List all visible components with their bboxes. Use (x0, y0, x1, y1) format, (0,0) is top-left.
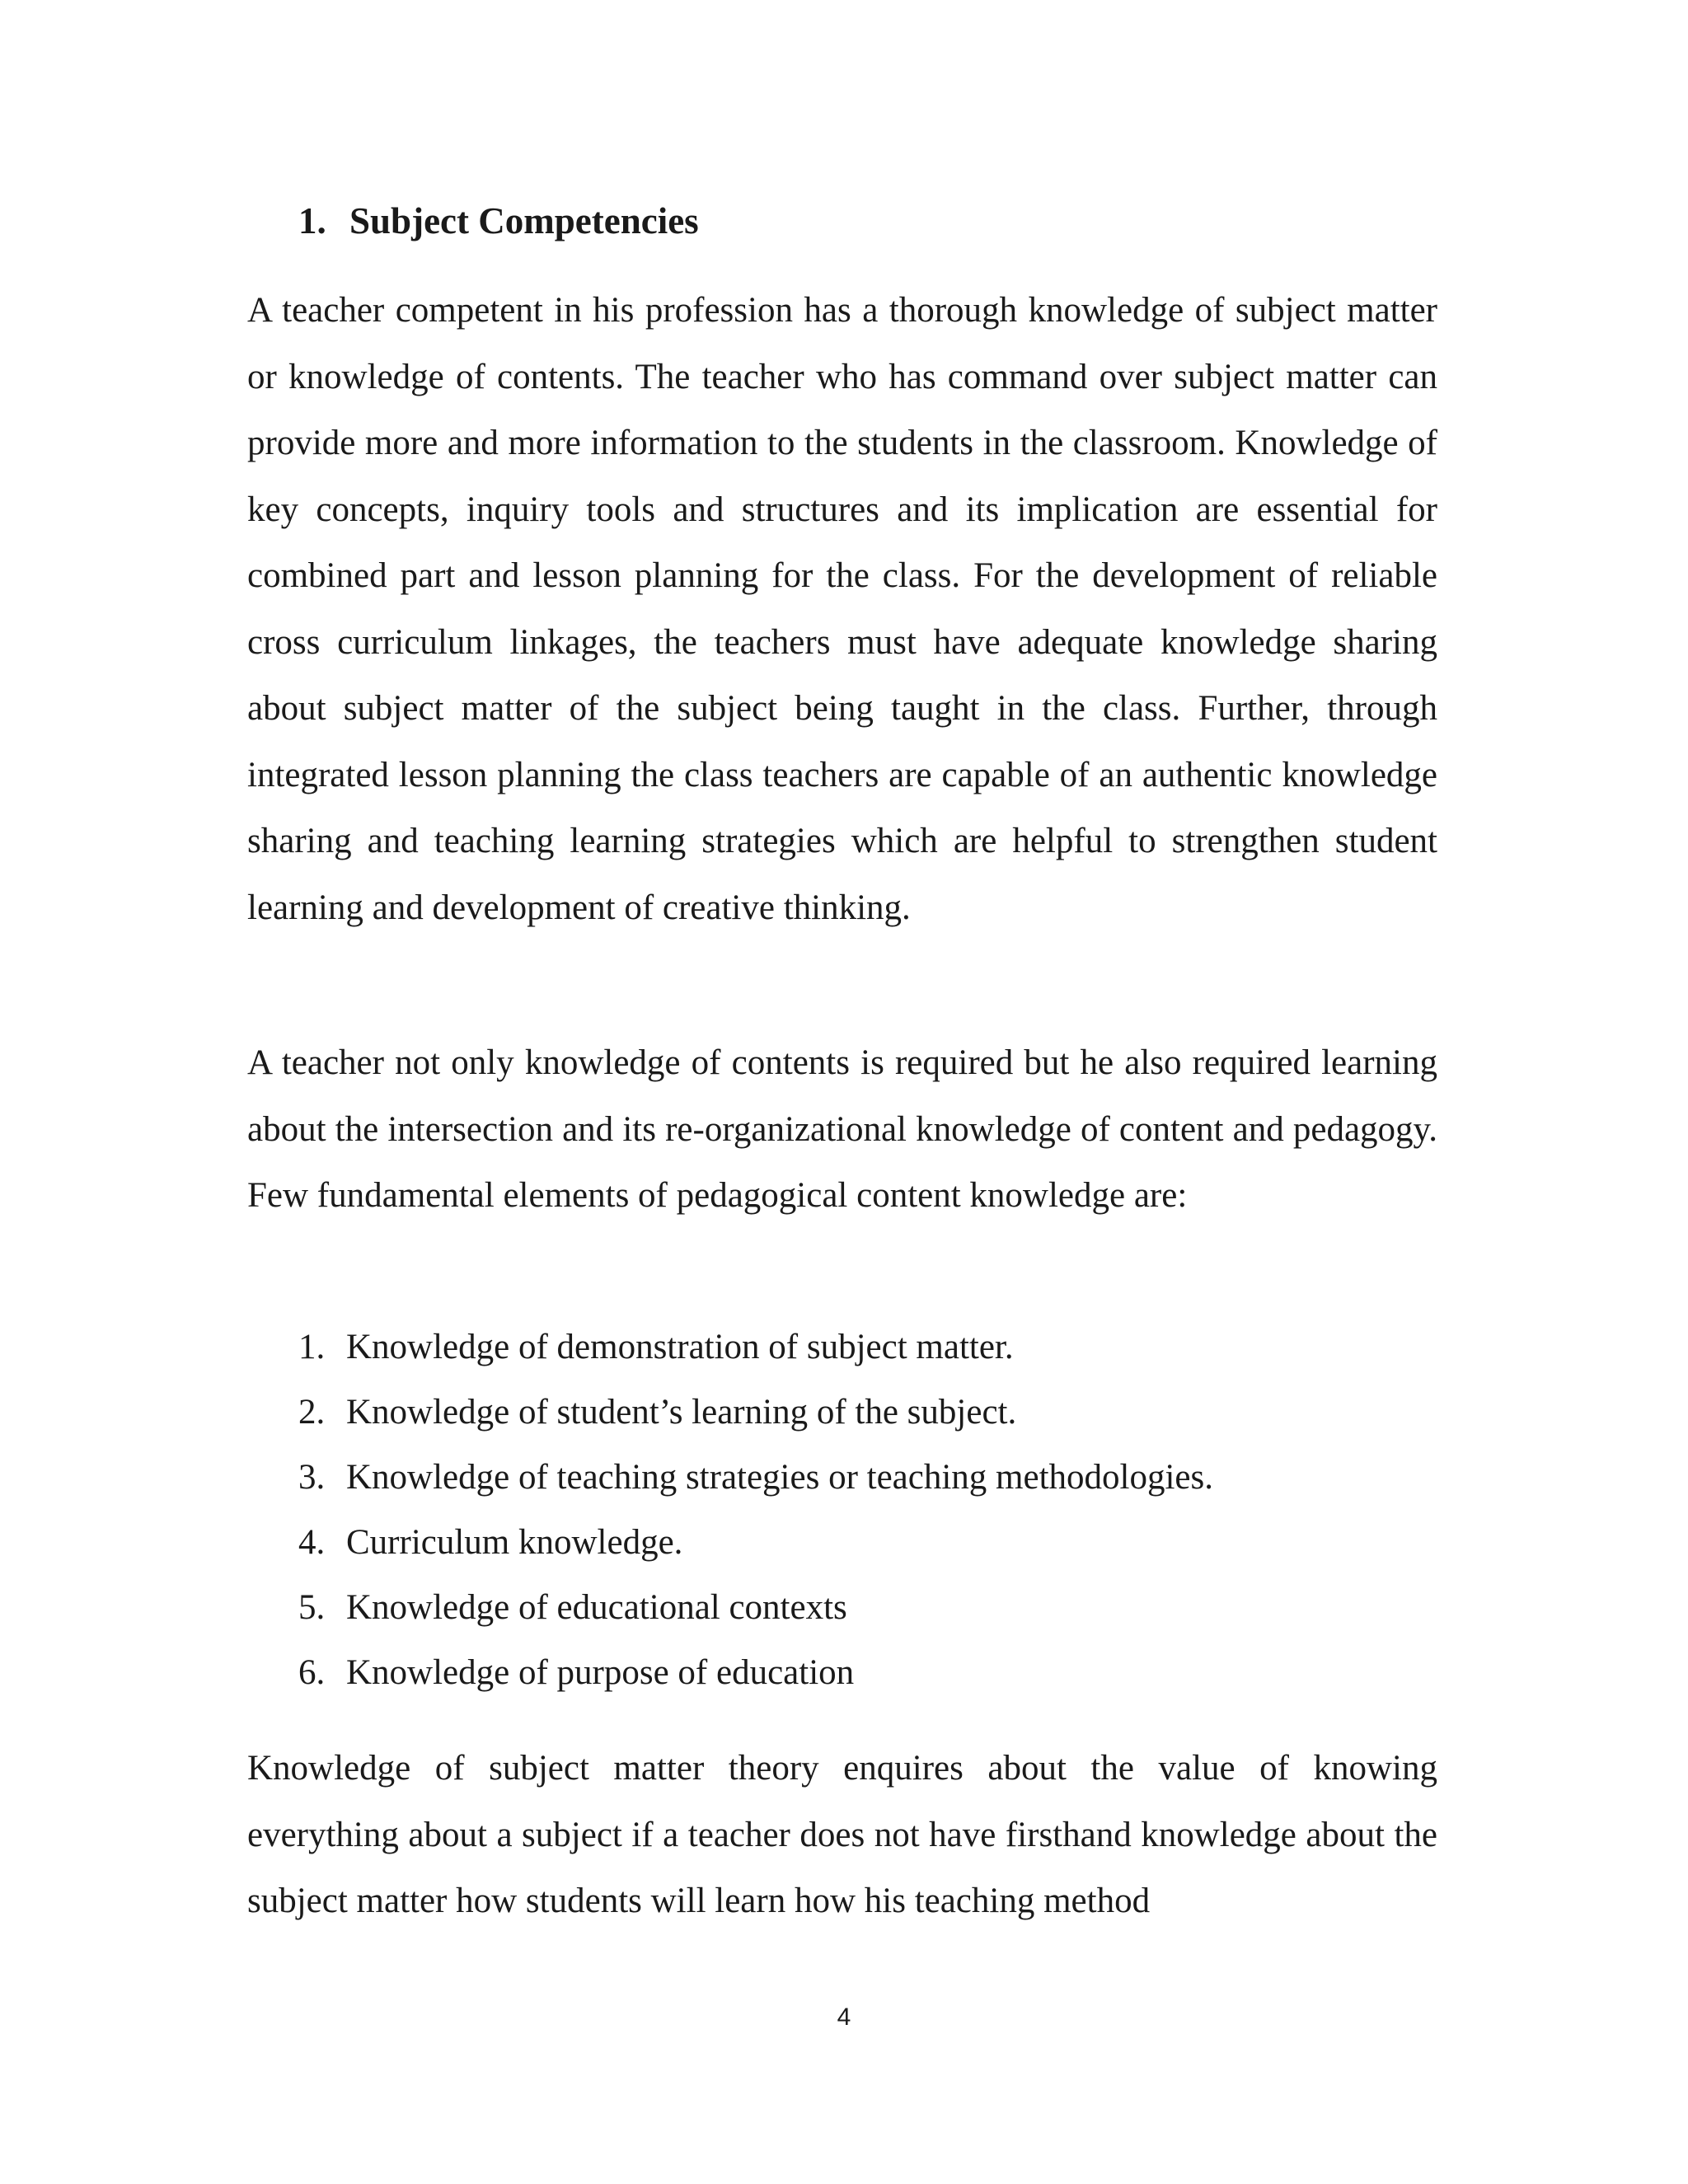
list-item-number: 5. (298, 1588, 326, 1627)
list-item-text: Knowledge of educational contexts (346, 1588, 847, 1627)
list-item-number: 6. (298, 1653, 326, 1692)
list-item-text: Knowledge of student’s learning of the subject. (346, 1393, 1017, 1432)
list-item-text: Knowledge of purpose of education (346, 1653, 855, 1692)
list-item-text: Knowledge of demonstration of subject matter. (346, 1328, 1014, 1366)
list-item (298, 1380, 1213, 1445)
list-item (298, 1640, 1213, 1705)
list-item-text: Curriculum knowledge. (346, 1523, 683, 1562)
list-item (298, 1575, 1213, 1640)
list-item-text: Knowledge of teaching strategies or teaching methodologies. (346, 1458, 1213, 1497)
body-paragraph: Knowledge of subject matter theory enquires about the value of knowing everything about a subject if a teacher does not have firsthand knowledge about the subject matter how students will learn how his teaching method (247, 1749, 1437, 1920)
section-number: 1. (298, 200, 326, 241)
list-item (298, 1445, 1213, 1510)
list-item-number: 1. (298, 1328, 326, 1366)
list-item (298, 1315, 1213, 1380)
list-item-number: 2. (298, 1393, 326, 1432)
body-paragraph: A teacher not only knowledge of contents is required but he also required learning about the intersection and its re-organizational knowledge of content and pedagogy. Few fundamental elements of pedagogical content knowledge are: (247, 1043, 1437, 1215)
section-heading (298, 196, 699, 246)
list-item-number: 4. (298, 1523, 326, 1562)
numbered-list (298, 1315, 1213, 1705)
page-number: 4 (837, 2004, 851, 2031)
list-item-number: 3. (298, 1458, 326, 1497)
list-item (298, 1510, 1213, 1575)
body-paragraph: A teacher competent in his profession has a thorough knowledge of subject matter or knowledge of contents. The teacher who has command over subject matter can provide more and more information to the students in the classroom. Knowledge of key concepts, inquiry tools and structures and its implication are essential for combined part and lesson planning for the class. For the development of reliable cross curriculum linkages, the teachers must have adequate knowledge sharing about subject matter of the subject being taught in the class. Further, through integrated lesson planning the class teachers are capable of an authentic knowledge sharing and teaching learning strategies which are helpful to strengthen student learning and development of creative thinking. (247, 291, 1437, 927)
section-title: Subject Competencies (349, 200, 699, 241)
